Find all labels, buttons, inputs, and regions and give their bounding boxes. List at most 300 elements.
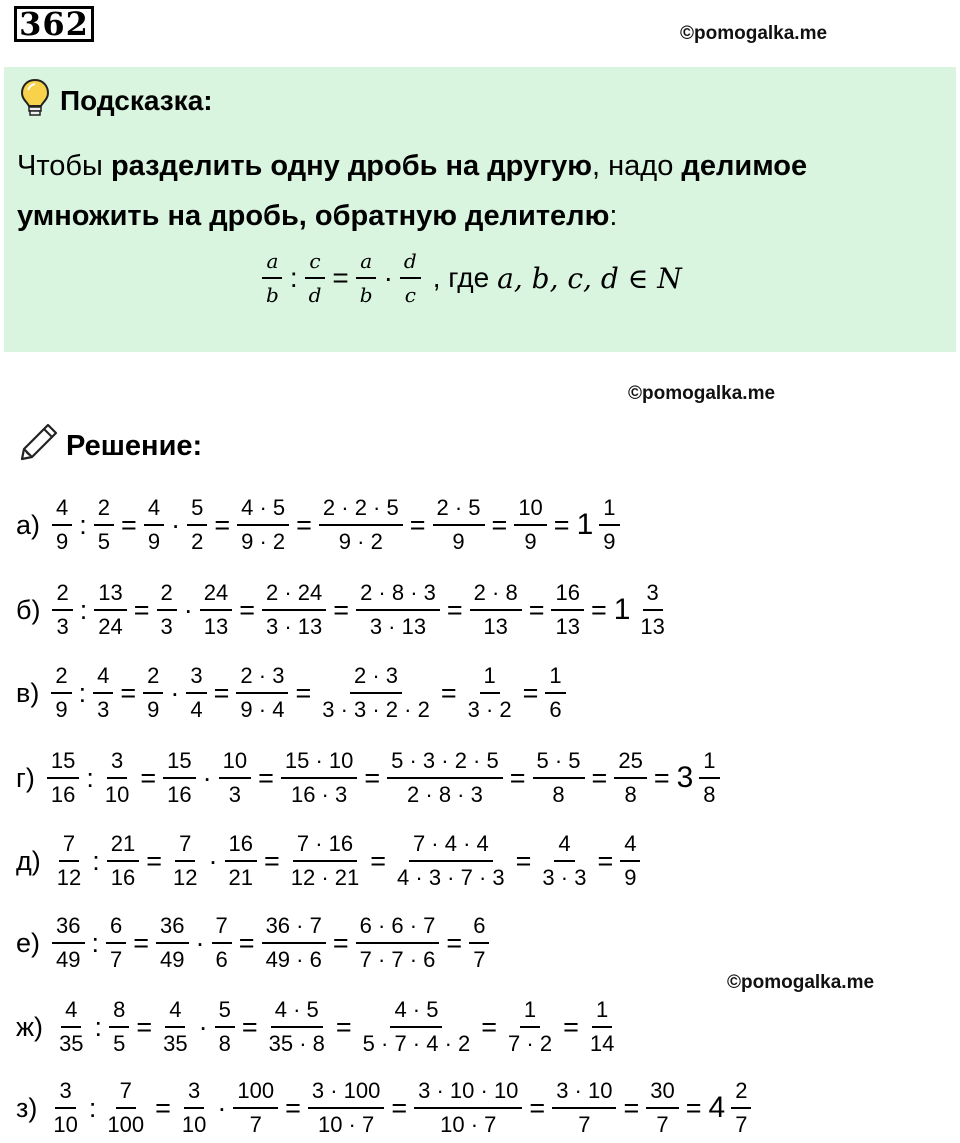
fraction xyxy=(359,997,475,1057)
numerator: 1 xyxy=(520,997,540,1028)
formula-tail: , где xyxy=(432,262,490,293)
denominator: 9 xyxy=(147,529,161,554)
row-label: а) xyxy=(16,509,41,540)
fraction xyxy=(469,913,489,973)
operator: = xyxy=(515,845,532,876)
operator: = xyxy=(241,1011,258,1042)
operator: : xyxy=(92,845,100,876)
fraction xyxy=(233,1078,278,1138)
operator: · xyxy=(202,762,212,793)
operator: = xyxy=(597,845,614,876)
fraction xyxy=(101,748,133,808)
numerator: 16 xyxy=(225,831,257,862)
operator: = xyxy=(409,509,426,540)
row-label: ж) xyxy=(16,1011,44,1042)
lightbulb-icon xyxy=(20,78,50,125)
numerator: 2 xyxy=(157,580,177,611)
fraction xyxy=(308,1078,385,1138)
numerator: 8 xyxy=(109,997,129,1028)
operator: : xyxy=(88,1092,97,1123)
numerator: 1 xyxy=(599,495,619,526)
numerator: 3 xyxy=(186,663,206,694)
operator: · xyxy=(198,1011,208,1042)
numerator: 3 xyxy=(184,1078,204,1109)
hint-plain-text: : xyxy=(609,200,618,232)
fraction xyxy=(103,1078,148,1138)
numerator: 3 xyxy=(55,1078,75,1109)
numerator: 2 · 5 xyxy=(433,495,485,526)
numerator: 13 xyxy=(94,580,126,611)
denominator: b xyxy=(266,283,279,307)
numerator: 5 xyxy=(187,495,207,526)
fraction xyxy=(215,997,235,1057)
numerator: 7 xyxy=(175,831,195,862)
denominator: 9 xyxy=(55,697,68,722)
numerator: 2 · 2 · 5 xyxy=(319,495,403,526)
numerator: 36 xyxy=(52,913,84,944)
operator: = xyxy=(295,677,312,708)
denominator: 35 xyxy=(59,1031,84,1056)
fraction xyxy=(356,913,440,973)
numerator: 6 xyxy=(469,913,489,944)
operator: = xyxy=(333,594,350,625)
denominator: 14 xyxy=(589,1031,615,1056)
hint-title: Подсказка: xyxy=(60,85,213,116)
fraction xyxy=(319,495,403,555)
fraction xyxy=(287,831,364,891)
operator: : xyxy=(79,509,87,540)
denominator: 9 · 2 xyxy=(338,529,383,554)
fraction xyxy=(533,748,585,808)
whole-part: 1 xyxy=(576,508,594,541)
fraction xyxy=(387,748,503,808)
denominator: 9 xyxy=(624,865,637,890)
fraction xyxy=(433,495,485,555)
operator: : xyxy=(78,677,87,708)
denominator: 12 xyxy=(56,865,82,890)
fraction xyxy=(281,748,358,808)
fraction xyxy=(262,913,326,973)
solution-row xyxy=(16,575,673,645)
numerator: 2 xyxy=(94,495,114,526)
operator: = xyxy=(509,762,526,793)
numerator: 15 xyxy=(163,748,195,779)
denominator: 4 xyxy=(190,697,203,722)
operator: = xyxy=(332,262,349,293)
solution-row xyxy=(16,826,644,896)
watermark-top: ©pomogalka.me xyxy=(680,23,828,44)
row-label: в) xyxy=(16,677,40,708)
fraction xyxy=(620,831,640,891)
denominator: 16 xyxy=(110,865,136,890)
fraction xyxy=(47,748,79,808)
denominator: 3 xyxy=(56,614,69,639)
fraction xyxy=(514,495,546,555)
operator: = xyxy=(446,594,463,625)
operator: = xyxy=(133,927,150,958)
denominator: 5 xyxy=(97,529,111,554)
fraction xyxy=(636,580,668,640)
denominator: 3 · 13 xyxy=(266,614,323,639)
mixed-number xyxy=(673,748,724,808)
fraction xyxy=(219,748,251,808)
fraction xyxy=(163,748,195,808)
fraction xyxy=(200,580,232,640)
row-label: д) xyxy=(16,845,41,876)
mixed-number xyxy=(610,580,673,640)
numerator: 15 xyxy=(47,748,79,779)
whole-part: 1 xyxy=(613,593,631,626)
denominator: 3 · 3 · 2 · 2 xyxy=(322,697,430,722)
operator: · xyxy=(183,594,193,625)
fraction xyxy=(551,580,583,640)
denominator: 21 xyxy=(228,865,253,890)
numerator: 3 xyxy=(107,748,127,779)
operator: = xyxy=(370,845,387,876)
numerator: 2 · 24 xyxy=(262,580,326,611)
operator: = xyxy=(285,1092,301,1123)
denominator: 2 xyxy=(191,529,204,554)
solution-row xyxy=(16,1073,755,1143)
numerator: 5 · 3 · 2 · 5 xyxy=(387,748,503,779)
fraction xyxy=(159,997,191,1057)
fraction xyxy=(212,913,232,973)
operator: = xyxy=(364,762,381,793)
fraction xyxy=(599,495,619,555)
fraction xyxy=(144,495,164,555)
numerator: 7 · 4 · 4 xyxy=(409,831,493,862)
operator: = xyxy=(263,845,280,876)
numerator: 24 xyxy=(200,580,232,611)
fraction xyxy=(109,997,129,1057)
numerator: 3 · 10 xyxy=(552,1078,616,1109)
denominator: 3 · 2 xyxy=(467,697,512,722)
denominator: 49 · 6 xyxy=(265,947,322,972)
fraction xyxy=(356,248,377,308)
numerator: 4 xyxy=(165,997,185,1028)
numerator: 4 · 5 xyxy=(237,495,289,526)
solution-row xyxy=(16,908,493,978)
numerator: 4 xyxy=(554,831,574,862)
numerator: 2 · 3 xyxy=(350,663,402,694)
operator: = xyxy=(623,1092,640,1123)
fraction xyxy=(187,495,207,555)
fraction xyxy=(53,831,85,891)
denominator: 6 xyxy=(549,697,562,722)
formula-body xyxy=(258,248,425,308)
denominator: 24 xyxy=(98,614,123,639)
denominator: 7 xyxy=(656,1112,669,1137)
fraction xyxy=(545,663,565,723)
fraction xyxy=(94,495,114,555)
denominator: 5 xyxy=(113,1031,126,1056)
fraction xyxy=(186,663,206,723)
operator: : xyxy=(91,927,100,958)
operator: = xyxy=(529,1092,546,1123)
fraction xyxy=(305,248,326,308)
numerator: 4 xyxy=(93,663,113,694)
denominator: 16 xyxy=(167,782,192,807)
watermark-bottom: ©pomogalka.me xyxy=(727,972,875,993)
numerator: 21 xyxy=(107,831,139,862)
operator: · xyxy=(383,262,393,293)
numerator: 2 xyxy=(731,1078,751,1109)
operator: : xyxy=(79,594,88,625)
numerator: 4 · 5 xyxy=(390,997,442,1028)
operator: = xyxy=(528,594,545,625)
numerator: 4 xyxy=(144,495,164,526)
solution-row xyxy=(16,658,570,728)
numerator: 2 xyxy=(52,580,72,611)
operator: = xyxy=(563,1011,579,1042)
fraction xyxy=(731,1078,751,1138)
operator: = xyxy=(522,677,539,708)
operator: = xyxy=(685,1092,702,1123)
denominator: 9 · 2 xyxy=(241,529,286,554)
numerator: 5 · 5 xyxy=(533,748,585,779)
operator: = xyxy=(213,677,230,708)
operator: · xyxy=(171,509,181,540)
hint-header xyxy=(20,81,213,121)
fraction xyxy=(586,997,618,1057)
fraction xyxy=(538,831,590,891)
pencil-icon xyxy=(18,421,60,471)
solution-header xyxy=(18,424,202,468)
operator: = xyxy=(591,762,608,793)
denominator: 8 xyxy=(624,782,637,807)
numerator: 7 xyxy=(212,913,232,944)
operator: = xyxy=(332,927,349,958)
denominator: 10 · 7 xyxy=(317,1112,375,1137)
denominator: 9 xyxy=(603,529,616,554)
hint-plain-text: , надо xyxy=(592,150,682,182)
numerator: 10 xyxy=(514,495,546,526)
operator: = xyxy=(335,1011,352,1042)
denominator: 4 · 3 · 7 · 3 xyxy=(397,865,505,890)
numerator: 2 · 8 · 3 xyxy=(356,580,440,611)
denominator: 49 xyxy=(56,947,81,972)
numerator: 30 xyxy=(646,1078,678,1109)
formula-variables: a, b, c, d ∈ N xyxy=(497,261,682,295)
denominator: 3 xyxy=(160,614,173,639)
hint-formula xyxy=(258,243,682,313)
task-number: 362 xyxy=(14,6,94,42)
operator: : xyxy=(94,1011,103,1042)
denominator: 7 · 7 · 6 xyxy=(359,947,436,972)
numerator: 10 xyxy=(219,748,251,779)
fraction xyxy=(470,580,522,640)
fraction xyxy=(265,997,329,1057)
fraction xyxy=(504,997,556,1057)
numerator: 36 · 7 xyxy=(262,913,326,944)
denominator: 2 · 8 · 3 xyxy=(407,782,483,807)
numerator: 7 xyxy=(116,1078,136,1109)
numerator: 4 · 5 xyxy=(271,997,323,1028)
operator: = xyxy=(121,509,137,540)
fraction xyxy=(55,997,87,1057)
mixed-number xyxy=(573,495,624,555)
numerator: 4 xyxy=(61,997,81,1028)
denominator: 7 xyxy=(578,1112,591,1137)
hint-text xyxy=(17,141,947,241)
denominator: 7 xyxy=(249,1112,262,1137)
solution-title: Решение: xyxy=(66,429,203,462)
denominator: 10 xyxy=(104,782,130,807)
fraction xyxy=(318,663,434,723)
numerator: a xyxy=(262,248,282,279)
fraction xyxy=(414,1078,522,1138)
denominator: 10 xyxy=(181,1112,207,1137)
whole-part: 4 xyxy=(708,1091,726,1124)
denominator: 3 · 3 xyxy=(542,865,587,890)
denominator: 13 xyxy=(555,614,580,639)
operator: = xyxy=(238,927,255,958)
fraction xyxy=(106,913,126,973)
solution-row xyxy=(16,992,622,1062)
operator: : xyxy=(86,762,94,793)
operator: = xyxy=(258,762,274,793)
numerator: 6 · 6 · 7 xyxy=(356,913,440,944)
operator: · xyxy=(170,677,180,708)
denominator: 9 xyxy=(147,697,160,722)
denominator: 49 xyxy=(160,947,185,972)
numerator: 15 · 10 xyxy=(281,748,358,779)
denominator: c xyxy=(404,283,416,307)
operator: = xyxy=(446,927,463,958)
numerator: 2 xyxy=(143,663,163,694)
numerator: 5 xyxy=(215,997,235,1028)
operator: : xyxy=(289,262,298,293)
operator: · xyxy=(195,927,205,958)
operator: = xyxy=(440,677,457,708)
watermark-middle: ©pomogalka.me xyxy=(628,383,776,404)
fraction xyxy=(356,580,440,640)
numerator: 36 xyxy=(156,913,188,944)
solution-row xyxy=(16,743,724,813)
numerator: 4 xyxy=(52,495,72,526)
operator: = xyxy=(136,1011,153,1042)
operator: = xyxy=(140,762,157,793)
denominator: 35 xyxy=(163,1031,188,1056)
hint-box xyxy=(4,67,956,352)
fraction xyxy=(156,913,188,973)
denominator: 12 · 21 xyxy=(290,865,360,890)
fraction xyxy=(93,663,113,723)
operator: = xyxy=(491,509,508,540)
numerator: 2 · 3 xyxy=(236,663,288,694)
fraction xyxy=(236,663,288,723)
fraction xyxy=(464,663,516,723)
fraction xyxy=(94,580,126,640)
fraction xyxy=(49,1078,81,1138)
denominator: 3 xyxy=(97,697,110,722)
operator: · xyxy=(217,1092,227,1123)
fraction xyxy=(237,495,289,555)
row-label: е) xyxy=(16,927,41,958)
fraction xyxy=(614,748,646,808)
numerator: 3 · 100 xyxy=(308,1078,385,1109)
denominator: 9 xyxy=(524,529,537,554)
numerator: 25 xyxy=(614,748,646,779)
numerator: 2 xyxy=(51,663,71,694)
fraction xyxy=(262,248,283,308)
operator: = xyxy=(296,509,312,540)
fraction xyxy=(552,1078,616,1138)
denominator: 13 xyxy=(203,614,229,639)
numerator: 7 · 16 xyxy=(293,831,357,862)
denominator: 7 xyxy=(473,947,486,972)
operator: = xyxy=(239,594,256,625)
fraction xyxy=(225,831,257,891)
fraction xyxy=(646,1078,678,1138)
hint-bold-text: разделить одну дробь на другую xyxy=(110,150,593,182)
fraction xyxy=(52,580,72,640)
hint-plain-text: Чтобы xyxy=(17,150,111,182)
operator: = xyxy=(553,509,570,540)
row-label: г) xyxy=(16,762,35,793)
fraction xyxy=(52,495,72,555)
denominator: 13 xyxy=(483,614,508,639)
numerator: 1 xyxy=(592,997,612,1028)
numerator: d xyxy=(400,248,421,279)
operator: · xyxy=(208,845,218,876)
fraction xyxy=(143,663,163,723)
denominator: 3 · 13 xyxy=(369,614,427,639)
numerator: 4 xyxy=(620,831,640,862)
denominator: 9 xyxy=(452,529,465,554)
denominator: 6 xyxy=(215,947,228,972)
fraction xyxy=(157,580,177,640)
operator: = xyxy=(146,845,163,876)
numerator: 7 xyxy=(59,831,79,862)
denominator: 8 xyxy=(703,782,716,807)
numerator: 16 xyxy=(551,580,583,611)
operator: = xyxy=(590,594,607,625)
mixed-number xyxy=(705,1078,756,1138)
numerator: 2 · 8 xyxy=(470,580,522,611)
denominator: b xyxy=(359,283,373,307)
whole-part: 3 xyxy=(676,761,694,794)
row-label: б) xyxy=(16,594,41,625)
operator: = xyxy=(481,1011,498,1042)
denominator: 3 xyxy=(228,782,241,807)
numerator: 3 xyxy=(643,580,663,611)
fraction xyxy=(178,1078,210,1138)
denominator: 16 xyxy=(50,782,76,807)
operator: = xyxy=(391,1092,408,1123)
denominator: 8 xyxy=(552,782,565,807)
operator: = xyxy=(155,1092,171,1123)
denominator: 9 · 4 xyxy=(240,697,285,722)
denominator: 5 · 7 · 4 · 2 xyxy=(362,1031,471,1056)
numerator: a xyxy=(356,248,376,279)
denominator: 7 xyxy=(735,1112,748,1137)
numerator: 1 xyxy=(545,663,565,694)
denominator: 12 xyxy=(173,865,198,890)
fraction xyxy=(699,748,719,808)
hint-bold-text: делимое умножить на дробь, обратную делителю xyxy=(17,150,808,232)
denominator: 13 xyxy=(640,614,665,639)
denominator: 16 · 3 xyxy=(290,782,348,807)
fraction xyxy=(393,831,509,891)
numerator: 6 xyxy=(106,913,126,944)
fraction xyxy=(169,831,201,891)
denominator: 100 xyxy=(107,1112,145,1137)
denominator: 7 · 2 xyxy=(508,1031,553,1056)
numerator: c xyxy=(305,248,324,279)
solution-row xyxy=(16,490,624,560)
fraction xyxy=(51,663,71,723)
